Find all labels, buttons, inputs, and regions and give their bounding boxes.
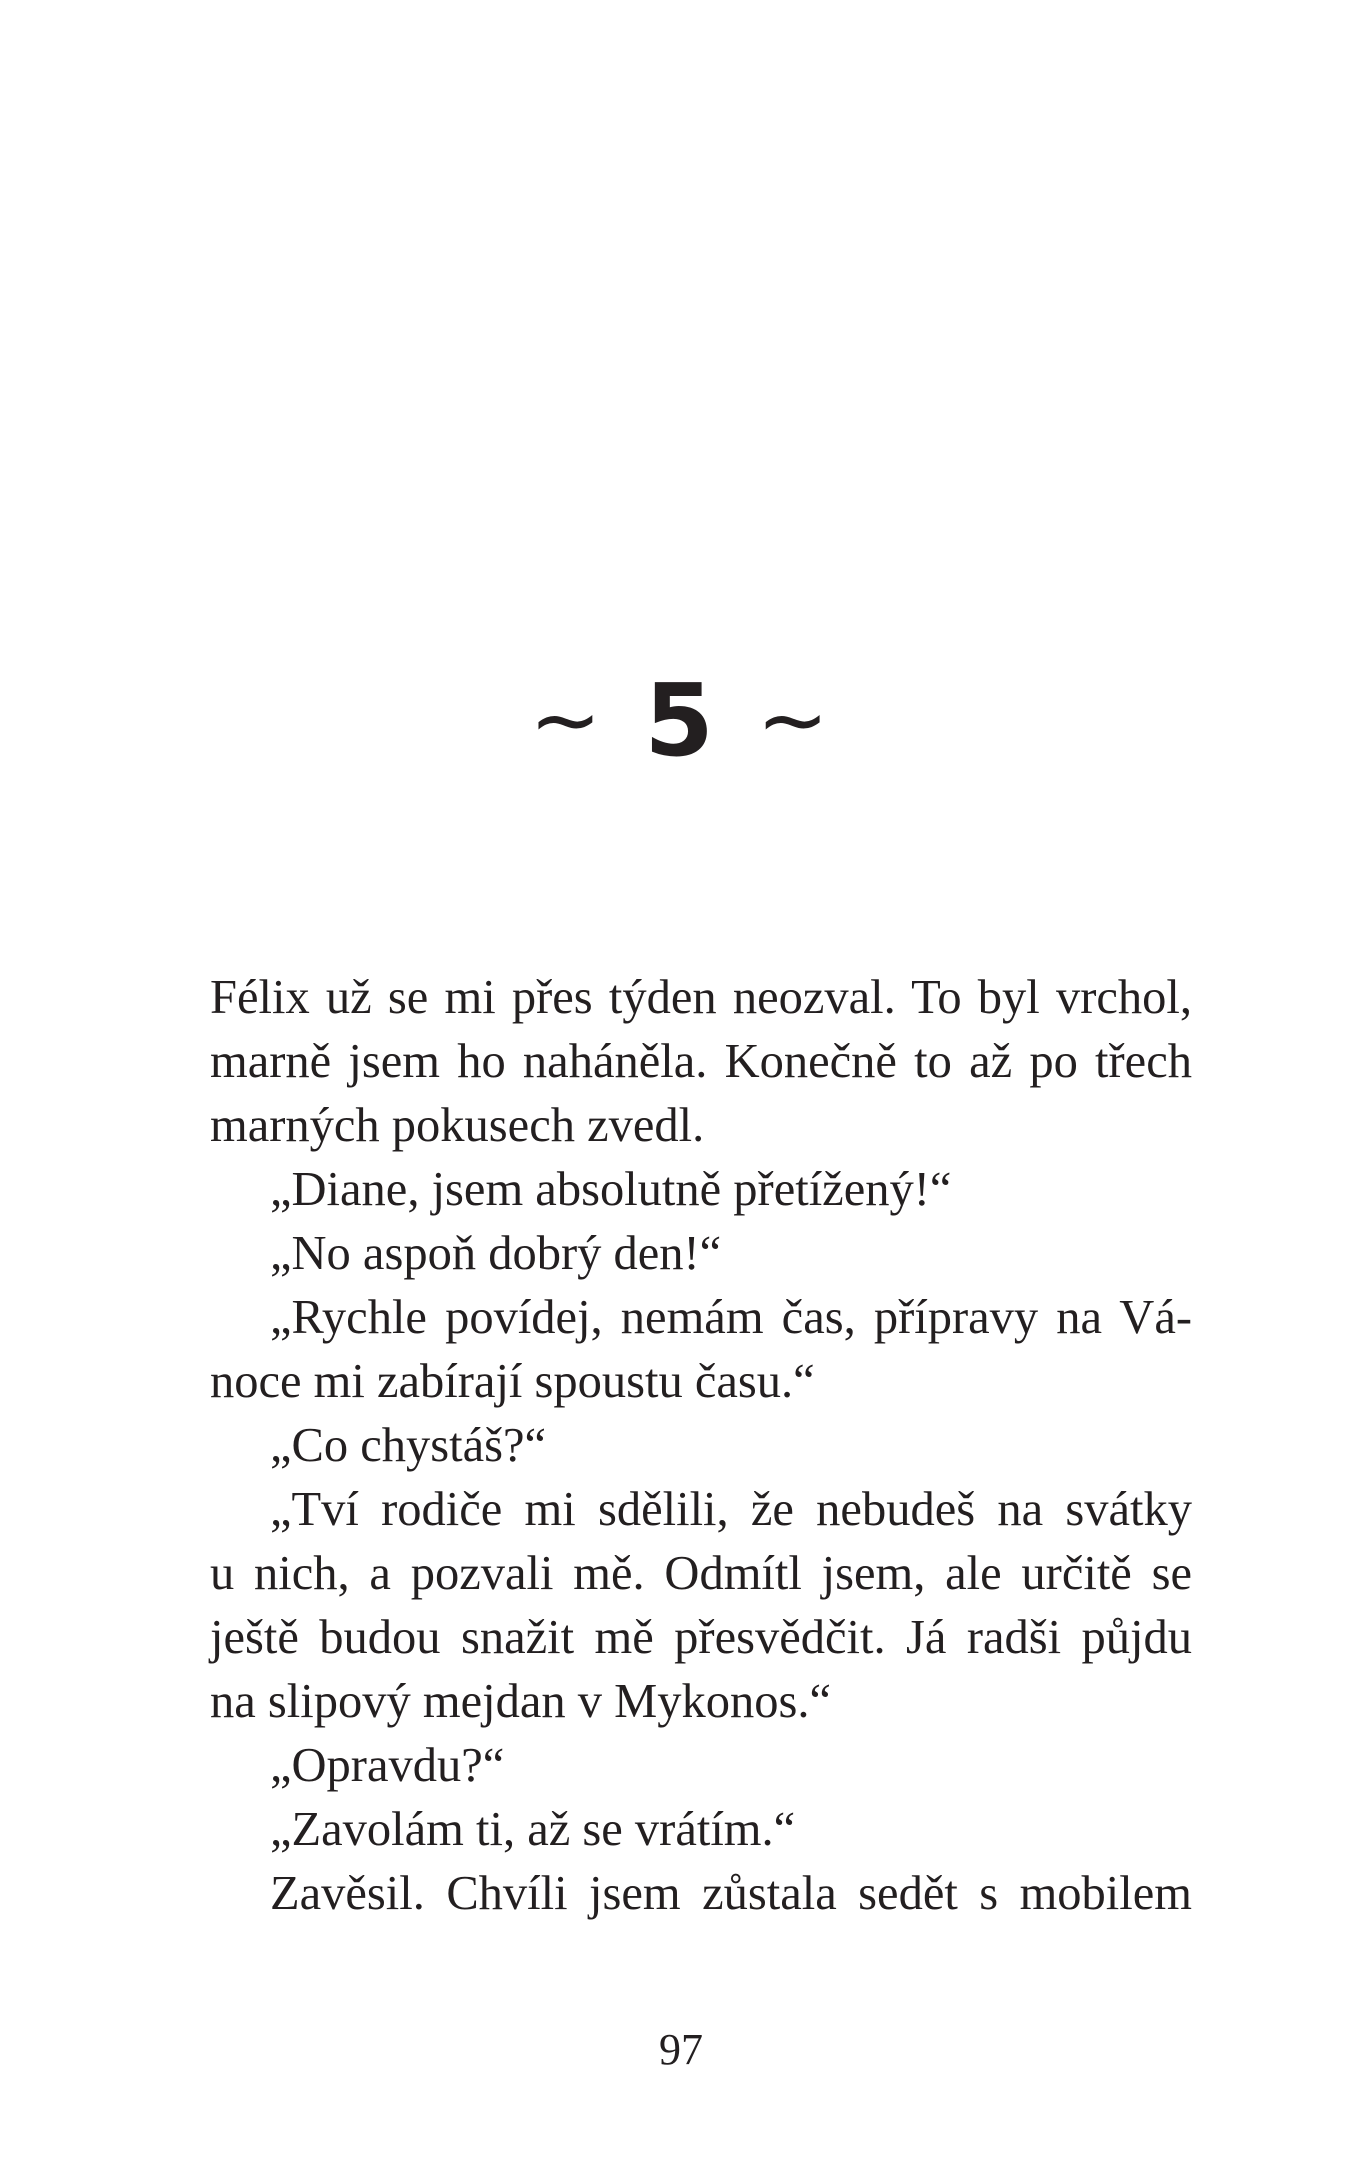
text-line: u nich, a pozvali mě. Odmítl jsem, ale určitě se	[210, 1547, 1192, 1600]
chapter-tilde-right: ~	[756, 670, 833, 770]
text-line: marně jsem ho naháněla. Konečně to až po třech	[210, 1035, 1192, 1088]
text-line: „Zavolám ti, až se vrátím.“	[270, 1803, 796, 1856]
text-line: „Opravdu?“	[270, 1739, 505, 1792]
text-line: Zavěsil. Chvíli jsem zůstala sedět s mobilem	[270, 1867, 1192, 1920]
chapter-tilde-left: ~	[529, 670, 606, 770]
body-text	[210, 966, 1192, 1926]
page-number: 97	[659, 2025, 703, 2074]
text-line: „Diane, jsem absolutně přetížený!“	[270, 1163, 952, 1216]
text-line: „Tví rodiče mi sdělili, že nebudeš na svátky	[270, 1483, 1192, 1536]
text-line: Félix už se mi přes týden neozval. To byl vrchol,	[210, 971, 1192, 1024]
text-line: ještě budou snažit mě přesvědčit. Já radši půjdu	[210, 1611, 1192, 1664]
text-line: na slipový mejdan v Mykonos.“	[210, 1675, 832, 1728]
text-line: noce mi zabírají spoustu času.“	[210, 1355, 815, 1408]
text-line: „Rychle povídej, nemám čas, přípravy na Vá-	[270, 1291, 1192, 1344]
text-line: marných pokusech zvedl.	[210, 1099, 705, 1152]
chapter-heading	[0, 660, 1362, 781]
chapter-number: 5	[644, 662, 718, 779]
text-line: „No aspoň dobrý den!“	[270, 1227, 722, 1280]
text-line: „Co chystáš?“	[270, 1419, 547, 1472]
